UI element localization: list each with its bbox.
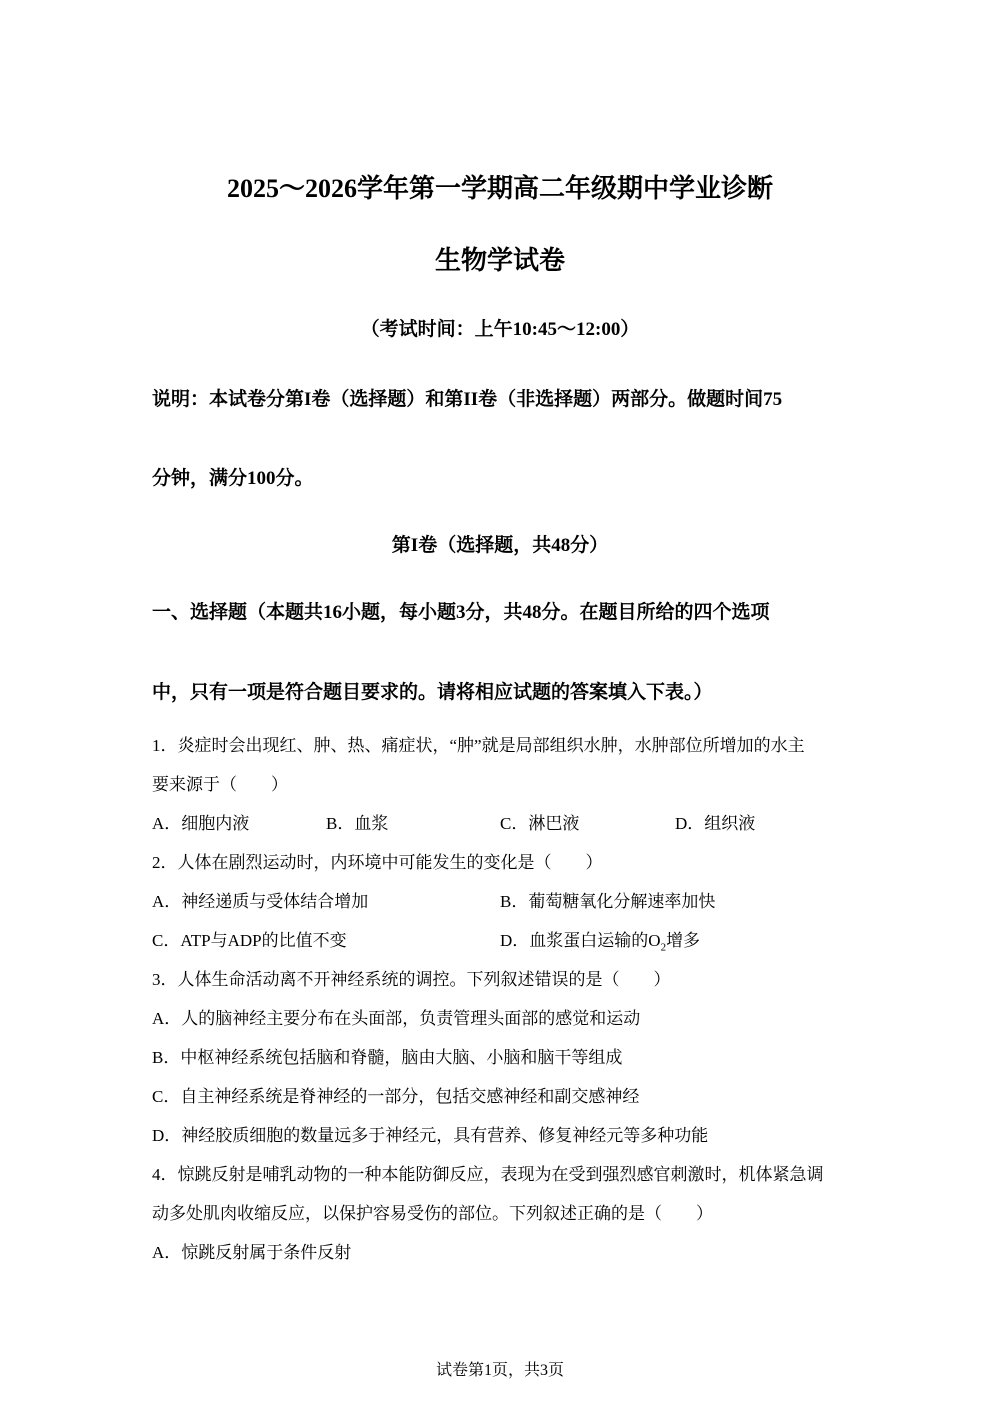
question-3-option-a: A．人的脑神经主要分布在头面部，负责管理头面部的感觉和运动 (152, 1009, 641, 1028)
question-3-option-b: B．中枢神经系统包括脑和脊髓，脑由大脑、小脑和脑干等组成 (152, 1048, 623, 1067)
page-footer: 试卷第1页，共3页 (435, 1362, 564, 1379)
question-3-option-d: D．神经胶质细胞的数量远多于神经元，具有营养、修复神经元等多种功能 (152, 1126, 709, 1145)
question-4-stem: 4．惊跳反射是哺乳动物的一种本能防御反应，表现为在受到强烈感官刺激时，机体紧急调 (152, 1165, 824, 1184)
section-title: 第I卷（选择题，共48分） (391, 535, 609, 556)
question-1-option-b: B．血浆 (326, 814, 389, 833)
exam-time: （考试时间：上午10:45～12:00） (360, 319, 640, 340)
question-1-option-d: D．组织液 (675, 814, 756, 833)
exam-title: 2025～2026学年第一学期高二年级期中学业诊断 (226, 174, 773, 203)
question-2-option-b: B．葡萄糖氧化分解速率加快 (500, 892, 716, 911)
subject-title: 生物学试卷 (434, 246, 565, 275)
question-2-option-d-subscript: 2 (660, 941, 667, 954)
section-instructions-line-1: 一、选择题（本题共16小题，每小题3分，共48分。在题目所给的四个选项 (152, 602, 770, 623)
question-2-stem: 2．人体在剧烈运动时，内环境中可能发生的变化是（ ） (152, 853, 603, 872)
question-3-option-c: C．自主神经系统是脊神经的一部分，包括交感神经和副交感神经 (152, 1087, 640, 1106)
question-2-option-c: C．ATP与ADP的比值不变 (152, 931, 347, 950)
question-2-option-d-text: D．血浆蛋白运输的O (500, 931, 661, 950)
question-2-option-a: A．神经递质与受体结合增加 (152, 892, 369, 911)
question-4-stem-cont: 动多处肌肉收缩反应，以保护容易受伤的部位。下列叙述正确的是（ ） (152, 1204, 713, 1223)
instructions-line-2: 分钟，满分100分。 (152, 468, 314, 489)
question-1-stem: 1．炎症时会出现红、肿、热、痛症状，“肿”就是局部组织水肿，水肿部位所增加的水主 (152, 736, 805, 755)
question-1-option-a: A．细胞内液 (152, 814, 250, 833)
question-1-option-c: C．淋巴液 (500, 814, 580, 833)
instructions-line-1: 说明：本试卷分第I卷（选择题）和第II卷（非选择题）两部分。做题时间75 (152, 389, 783, 410)
question-2-option-d-text-end: 增多 (666, 931, 701, 950)
section-instructions-line-2: 中，只有一项是符合题目要求的。请将相应试题的答案填入下表。） (152, 682, 713, 703)
question-2-option-d (500, 926, 700, 953)
question-3-stem: 3．人体生命活动离不开神经系统的调控。下列叙述错误的是（ ） (152, 970, 671, 989)
question-1-stem-cont: 要来源于（ ） (152, 775, 288, 794)
question-4-option-a: A．惊跳反射属于条件反射 (152, 1243, 352, 1262)
